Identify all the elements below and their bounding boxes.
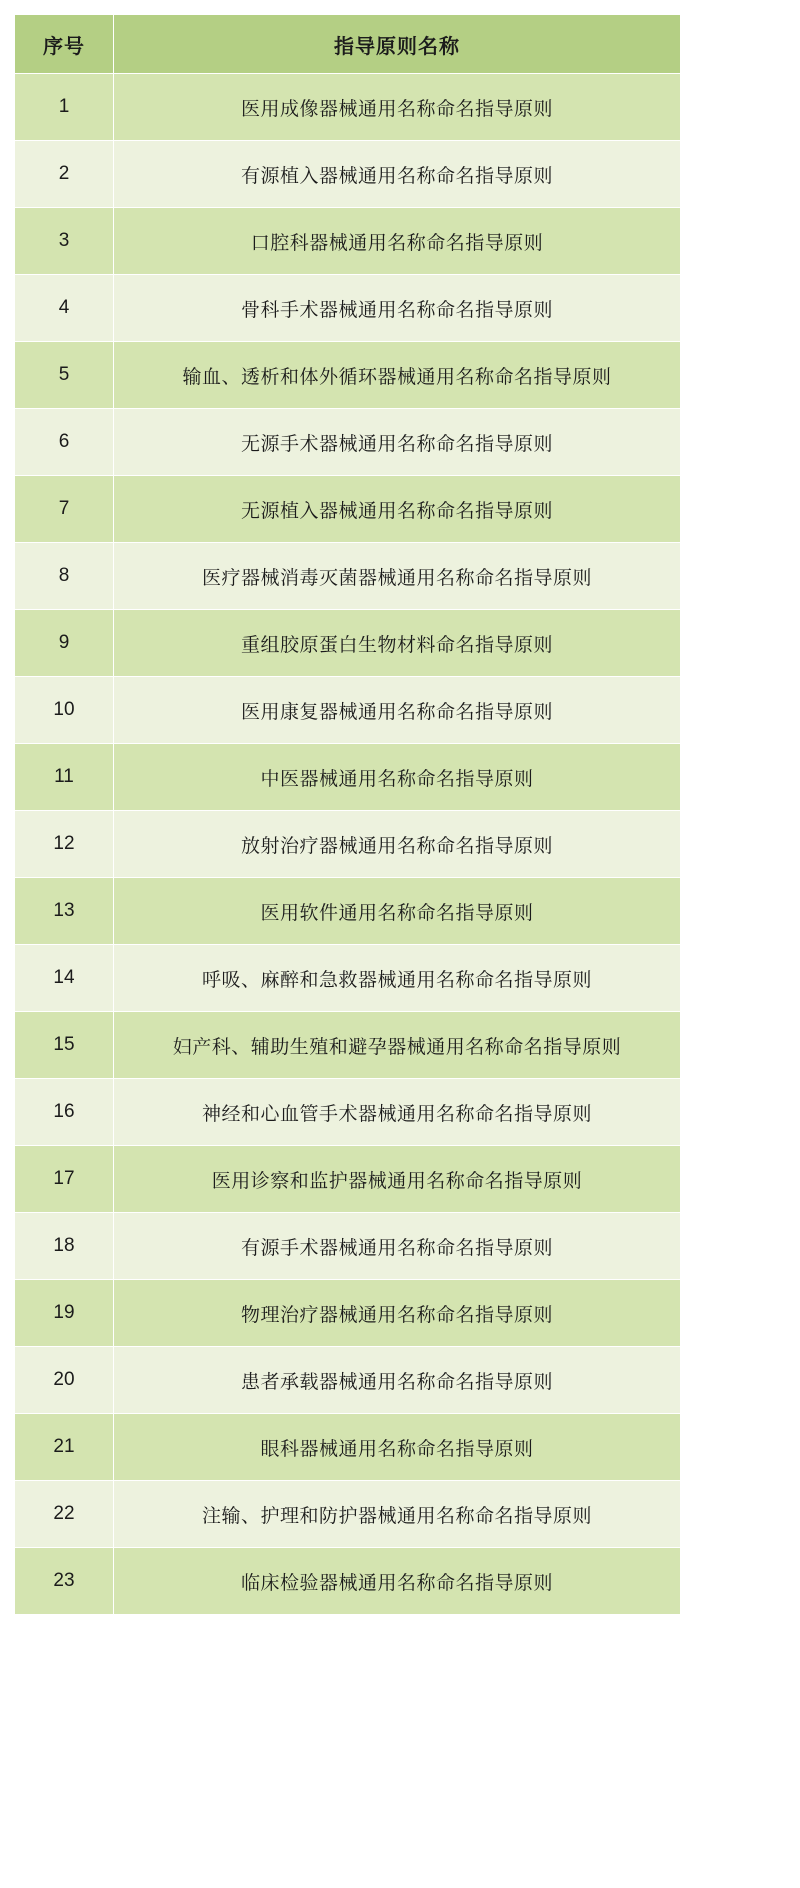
table-row (15, 275, 681, 342)
table-row (15, 1213, 681, 1280)
table-row (15, 141, 681, 208)
cell-index: 1 (15, 74, 114, 141)
cell-guideline-name: 物理治疗器械通用名称命名指导原则 (114, 1280, 681, 1347)
cell-index: 14 (15, 945, 114, 1012)
cell-guideline-name: 医用诊察和监护器械通用名称命名指导原则 (114, 1146, 681, 1213)
cell-guideline-name: 妇产科、辅助生殖和避孕器械通用名称命名指导原则 (114, 1012, 681, 1079)
table-row (15, 1481, 681, 1548)
cell-guideline-name: 神经和心血管手术器械通用名称命名指导原则 (114, 1079, 681, 1146)
table-row (15, 610, 681, 677)
cell-index: 21 (15, 1414, 114, 1481)
table-row (15, 476, 681, 543)
cell-index: 17 (15, 1146, 114, 1213)
table-body (15, 74, 681, 1615)
cell-guideline-name: 重组胶原蛋白生物材料命名指导原则 (114, 610, 681, 677)
cell-index: 8 (15, 543, 114, 610)
cell-guideline-name: 临床检验器械通用名称命名指导原则 (114, 1548, 681, 1615)
cell-index: 22 (15, 1481, 114, 1548)
cell-index: 12 (15, 811, 114, 878)
cell-guideline-name: 注输、护理和防护器械通用名称命名指导原则 (114, 1481, 681, 1548)
cell-guideline-name: 医用软件通用名称命名指导原则 (114, 878, 681, 945)
table-row (15, 945, 681, 1012)
guideline-table (14, 14, 681, 1615)
cell-guideline-name: 无源植入器械通用名称命名指导原则 (114, 476, 681, 543)
cell-index: 6 (15, 409, 114, 476)
cell-index: 15 (15, 1012, 114, 1079)
table-row (15, 1079, 681, 1146)
cell-guideline-name: 有源手术器械通用名称命名指导原则 (114, 1213, 681, 1280)
table-header (15, 15, 681, 74)
cell-guideline-name: 有源植入器械通用名称命名指导原则 (114, 141, 681, 208)
table-row (15, 1146, 681, 1213)
cell-guideline-name: 口腔科器械通用名称命名指导原则 (114, 208, 681, 275)
cell-index: 3 (15, 208, 114, 275)
cell-index: 11 (15, 744, 114, 811)
cell-guideline-name: 无源手术器械通用名称命名指导原则 (114, 409, 681, 476)
cell-guideline-name: 医用康复器械通用名称命名指导原则 (114, 677, 681, 744)
table-row (15, 1012, 681, 1079)
table-row (15, 342, 681, 409)
table-row (15, 1548, 681, 1615)
table-row (15, 1347, 681, 1414)
table-row (15, 1414, 681, 1481)
table-header-row (15, 15, 681, 74)
cell-index: 16 (15, 1079, 114, 1146)
table-row (15, 744, 681, 811)
cell-index: 19 (15, 1280, 114, 1347)
table-row (15, 543, 681, 610)
cell-guideline-name: 呼吸、麻醉和急救器械通用名称命名指导原则 (114, 945, 681, 1012)
table-row (15, 409, 681, 476)
table-row (15, 878, 681, 945)
cell-index: 10 (15, 677, 114, 744)
cell-index: 23 (15, 1548, 114, 1615)
cell-index: 9 (15, 610, 114, 677)
cell-guideline-name: 医疗器械消毒灭菌器械通用名称命名指导原则 (114, 543, 681, 610)
cell-index: 20 (15, 1347, 114, 1414)
cell-guideline-name: 输血、透析和体外循环器械通用名称命名指导原则 (114, 342, 681, 409)
cell-index: 7 (15, 476, 114, 543)
cell-guideline-name: 患者承载器械通用名称命名指导原则 (114, 1347, 681, 1414)
table-row (15, 677, 681, 744)
cell-index: 18 (15, 1213, 114, 1280)
table-row (15, 208, 681, 275)
column-header-index: 序号 (15, 15, 114, 74)
cell-guideline-name: 骨科手术器械通用名称命名指导原则 (114, 275, 681, 342)
cell-guideline-name: 医用成像器械通用名称命名指导原则 (114, 74, 681, 141)
table-row (15, 811, 681, 878)
cell-index: 5 (15, 342, 114, 409)
cell-index: 2 (15, 141, 114, 208)
cell-index: 4 (15, 275, 114, 342)
cell-index: 13 (15, 878, 114, 945)
cell-guideline-name: 眼科器械通用名称命名指导原则 (114, 1414, 681, 1481)
table-row (15, 1280, 681, 1347)
table-row (15, 74, 681, 141)
column-header-name: 指导原则名称 (114, 15, 681, 74)
cell-guideline-name: 放射治疗器械通用名称命名指导原则 (114, 811, 681, 878)
cell-guideline-name: 中医器械通用名称命名指导原则 (114, 744, 681, 811)
